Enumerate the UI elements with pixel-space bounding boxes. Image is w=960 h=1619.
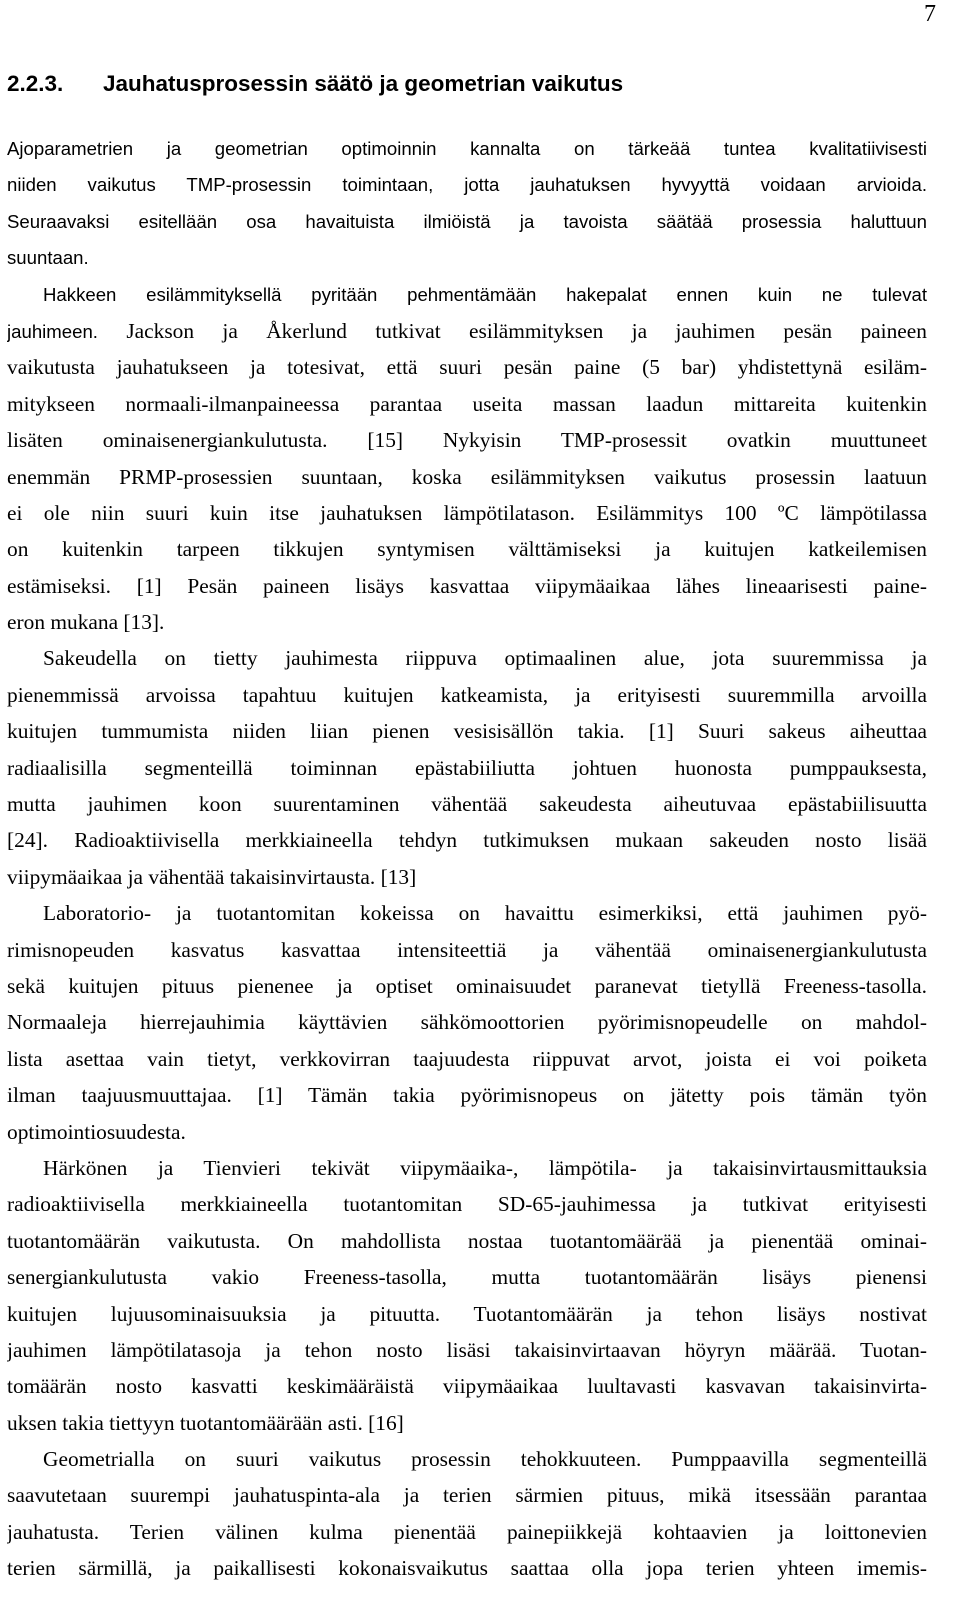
text-line: radiaalisilla segmenteillä toiminnan epästabiiliutta johtuen huonosta pumppauksesta, [7, 755, 927, 780]
text-line: estämiseksi. [1] Pesän paineen lisäys kasvattaa viipymäaikaa lähes lineaarisesti paine- [7, 573, 927, 598]
text-line: Seuraavaksi esitellään osa havaituista ilmiöistä ja tavoista säätää prosessia haluttuun [7, 210, 927, 232]
text-line: radioaktiivisella merkkiaineella tuotantomitan SD-65-jauhimessa ja tutkivat erityisesti [7, 1192, 927, 1217]
text-line: [24]. Radioaktiivisella merkkiaineella tehdyn tutkimuksen mukaan sakeuden nosto lisää [7, 828, 927, 853]
text-line: vaikutusta jauhatukseen ja totesivat, että suuri pesän paine (5 bar) yhdistettynä esiläm- [7, 355, 927, 380]
text-line: jauhatusta. Terien välinen kulma pienentää painepiikkejä kohtaavien ja loittonevien [7, 1519, 927, 1544]
text-line: niiden vaikutus TMP-prosessin toimintaan, jotta jauhatuksen hyvyyttä voidaan arvioida. [7, 174, 927, 196]
text-line: senergiankulutusta vakio Freeness-tasolla, mutta tuotantomäärän lisäys pienensi [7, 1265, 927, 1290]
text-line: eron mukana [13]. [7, 610, 165, 635]
text-line: Härkönen ja Tienvieri tekivät viipymäaika-, lämpötila- ja takaisinvirtausmittauksia [43, 1155, 927, 1180]
text-line: kuitujen tummumista niiden liian pienen vesisisällön takia. [1] Suuri sakeus aiheuttaa [7, 719, 927, 744]
text-line: Ajoparametrien ja geometrian optimoinnin kannalta on tärkeää tuntea kvalitatiivisesti [7, 138, 927, 159]
text-line: jauhimeen. Jackson ja Åkerlund tutkivat esilämmityksen ja jauhimen pesän paineen [7, 318, 927, 343]
text-line: lisäten ominaisenergiankulutusta. [15] Nykyisin TMP-prosessit ovatkin muuttuneet [7, 428, 927, 453]
text-line: jauhimen lämpötilatasoja ja tehon nosto lisäsi takaisinvirtaavan höyryn määrää. Tuotan- [7, 1337, 927, 1362]
text-line: uksen takia tiettyyn tuotantomäärään asti. [16] [7, 1410, 404, 1435]
text-line: Laboratorio- ja tuotantomitan kokeissa on havaittu esimerkiksi, että jauhimen pyö- [43, 901, 927, 926]
text-line: Hakkeen esilämmityksellä pyritään pehmentämään hakepalat ennen kuin ne tulevat [43, 283, 927, 305]
text-line: mitykseen normaali-ilmanpaineessa parantaa useita massan laadun mittareita kuitenkin [7, 391, 927, 416]
text-line: on kuitenkin tarpeen tikkujen syntymisen välttämiseksi ja kuitujen katkeilemisen [7, 537, 927, 562]
text-line: ilman taajuusmuuttajaa. [1] Tämän takia pyörimisnopeus on jätetty pois tämän työn [7, 1083, 927, 1108]
section-title: Jauhatusprosessin säätö ja geometrian vaikutus [103, 71, 624, 96]
text-line: Geometrialla on suuri vaikutus prosessin tehokkuuteen. Pumppaavilla segmenteillä [43, 1447, 927, 1472]
text-line: pienemmissä arvoissa tapahtuu kuitujen katkeamista, ja erityisesti suuremmilla arvoilla [7, 682, 927, 707]
section-number: 2.2.3. [7, 71, 64, 96]
text-line: ei ole niin suuri kuin itse jauhatuksen lämpötilatason. Esilämmitys 100 ºC lämpötilassa [7, 500, 927, 525]
text-line: suuntaan. [7, 247, 89, 269]
text-line: optimointiosuudesta. [7, 1119, 186, 1144]
text-line: viipymäaikaa ja vähentää takaisinvirtausta. [13] [7, 864, 417, 889]
text-line: saavutetaan suurempi jauhatuspinta-ala ja terien särmien pituus, mikä itsessään parantaa [7, 1483, 927, 1508]
text-line: terien särmillä, ja paikallisesti kokonaisvaikutus saattaa olla jopa terien yhteen imemis- [7, 1556, 927, 1581]
section-heading [7, 70, 623, 98]
text-line: kuitujen lujuusominaisuuksia ja pituutta. Tuotantomäärän ja tehon lisäys nostivat [7, 1301, 927, 1326]
text-line: tomäärän nosto kasvatti keskimääräistä viipymäaikaa luultavasti kasvavan takaisinvirta- [7, 1374, 927, 1399]
text-line: rimisnopeuden kasvatus kasvattaa intensiteettiä ja vähentää ominaisenergiankulutusta [7, 937, 927, 962]
text-line: mutta jauhimen koon suurentaminen vähentää sakeudesta aiheutuvaa epästabiilisuutta [7, 792, 927, 817]
text-line: sekä kuitujen pituus pienenee ja optiset ominaisuudet paranevat tietyllä Freeness-tasolla. [7, 973, 927, 998]
page-number: 7 [924, 1, 936, 27]
text-line: enemmän PRMP-prosessien suuntaan, koska esilämmityksen vaikutus prosessin laatuun [7, 464, 927, 489]
text-line: lista asettaa vain tietyt, verkkovirran taajuudesta riippuvat arvot, joista ei voi poiketa [7, 1046, 927, 1071]
text-line: Normaaleja hierrejauhimia käyttävien sähkömoottorien pyörimisnopeudelle on mahdol- [7, 1010, 927, 1035]
text-line: Sakeudella on tietty jauhimesta riippuva optimaalinen alue, jota suuremmissa ja [43, 646, 927, 671]
text-line: tuotantomäärän vaikutusta. On mahdollista nostaa tuotantomäärää ja pienentää ominai- [7, 1228, 927, 1253]
body-text [7, 131, 927, 1587]
